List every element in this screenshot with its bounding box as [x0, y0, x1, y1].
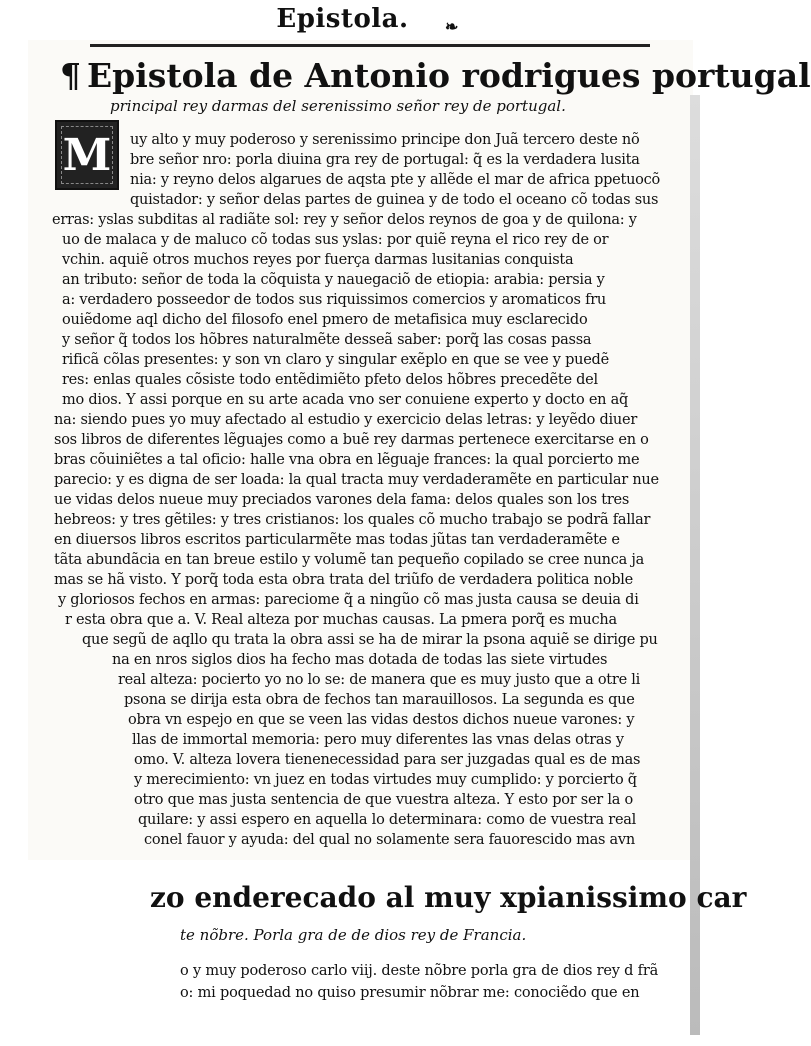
body-line: quistador: y señor delas partes de guinea y de todo el oceano cõ todas sus	[130, 192, 659, 208]
pilcrow-icon: ¶	[60, 56, 81, 95]
bottom-line: o: mi poquedad no quiso presumir nõbrar me: conociẽdo que en	[180, 985, 640, 1001]
body-line: ue vidas delos nueue muy preciados varones dela fama: delos quales son los tres	[54, 492, 630, 508]
body-line: na: siendo pues yo muy afectado al estudio y exercicio delas letras: y leyẽdo diuer	[54, 412, 638, 428]
body-line: r esta obra que a. V. Real alteza por muchas causas. La pmera porq̃ es mucha	[65, 612, 617, 628]
colophon-title: zo enderecado al muy xpianissimo car	[150, 881, 747, 914]
body-line: quilare: y assi espero en aquella lo determinara: como de vuestra real	[138, 812, 637, 828]
epistle-title	[60, 56, 811, 95]
body-line: mas se hã visto. Y porq̃ toda esta obra trata del triũfo de verdadera politica noble	[54, 572, 633, 588]
body-line: sos libros de diferentes lẽguajes como a buẽ rey darmas pertenece exercitarse en o	[54, 432, 649, 448]
body-line: erras: yslas subditas al radiãte sol: rey y señor delos reynos de goa y de quilona: y	[52, 212, 637, 228]
epistle-subtitle: principal rey darmas del serenissimo señor rey de portugal.	[110, 97, 566, 115]
body-line: bre señor nro: porla diuina gra rey de portugal: q̃ es la verdadera lusita	[130, 152, 640, 168]
body-line: rificã cõlas presentes: y son vn claro y singular exẽplo en que se vee y puedẽ	[62, 352, 609, 368]
body-line: conel fauor y ayuda: del qual no solamente sera fauorescido mas avn	[144, 832, 635, 848]
body-line: y gloriosos fechos en armas: pareciome q̃ a ningũo cõ mas justa causa se deuia di	[58, 592, 639, 608]
body-line: real alteza: pocierto yo no lo se: de manera que es muy justo que a otre li	[118, 672, 641, 688]
body-line: a: verdadero posseedor de todos sus riquissimos comercios y aromaticos fru	[62, 292, 606, 308]
fleuron-icon: ❧	[445, 17, 459, 36]
body-line: mo dios. Y assi porque en su arte acada vno ser conuiene experto y docto en aq̃	[62, 392, 629, 408]
body-line: nia: y reyno delos algarues de aqsta pte y allẽde el mar de africa ppetuocõ	[130, 172, 661, 188]
body-line: hebreos: y tres gẽtiles: y tres cristianos: los quales cõ mucho trabajo se podrã fallar	[54, 512, 651, 528]
body-line: y señor q̃ todos los hõbres naturalmẽte desseã saber: porq̃ las cosas passa	[62, 332, 592, 348]
body-line: res: enlas quales cõsiste todo entẽdimiẽto pfeto delos hõbres precedẽte del	[62, 372, 598, 388]
body-line: otro que mas justa sentencia de que vuestra alteza. Y esto por ser la o	[134, 792, 633, 808]
body-line: en diuersos libros escritos particularmẽte mas todas jũtas tan verdaderamẽte e	[54, 532, 620, 548]
body-line: an tributo: señor de toda la cõquista y nauegaciõ de etiopia: arabia: persia y	[62, 272, 605, 288]
body-line: y merecimiento: vn juez en todas virtudes muy cumplido: y porcierto q̃	[134, 772, 637, 788]
body-line: tãta abundãcia en tan breue estilo y volumẽ tan pequeño copilado se cree nunca ja	[54, 552, 645, 568]
body-line: bras cõuiniẽtes a tal oficio: halle vna obra en lẽguaje frances: la qual porcierto me	[54, 452, 640, 468]
dropcap-ornament	[61, 126, 113, 184]
header-rule	[90, 44, 650, 47]
colophon-subtitle: te nõbre. Porla gra de de dios rey de Francia.	[180, 926, 527, 944]
epistle-title-text: Epistola de Antonio rodrigues portugal	[87, 56, 811, 95]
running-header	[0, 4, 705, 34]
body-line: que segũ de aqllo qu trata la obra assi se ha de mirar la psona aquiẽ se dirige pu	[82, 632, 658, 648]
body-line: parecio: y es digna de ser loada: la qual tracta muy verdaderamẽte en particular nue	[54, 472, 659, 488]
bottom-line: o y muy poderoso carlo viij. deste nõbre porla gra de dios rey d frã	[180, 963, 659, 979]
body-line: vchin. aquiẽ otros muchos reyes por fuerça darmas lusitanias conquista	[62, 252, 574, 268]
body-line: psona se dirija esta obra de fechos tan marauillosos. La segunda es que	[124, 692, 635, 708]
body-line: uy alto y muy poderoso y serenissimo principe don Juã tercero deste nõ	[130, 132, 640, 148]
body-line: omo. V. alteza lovera tienenecessidad para ser juzgadas qual es de mas	[134, 752, 641, 768]
body-line: uo de malaca y de maluco cõ todas sus yslas: por quiẽ reyna el rico rey de or	[62, 232, 609, 248]
dropcap-initial	[55, 120, 119, 190]
body-line: na en nros siglos dios ha fecho mas dotada de todas las siete virtudes	[112, 652, 608, 668]
body-line: ouiẽdome aql dicho del filosofo enel pmero de metafisica muy esclarecido	[62, 312, 588, 328]
body-line: llas de immortal memoria: pero muy diferentes las vnas delas otras y	[132, 732, 624, 748]
running-header-title: Epistola.	[276, 4, 409, 34]
dropcap-letter: M	[62, 129, 112, 181]
body-line: obra vn espejo en que se veen las vidas destos dichos nueue varones: y	[128, 712, 635, 728]
